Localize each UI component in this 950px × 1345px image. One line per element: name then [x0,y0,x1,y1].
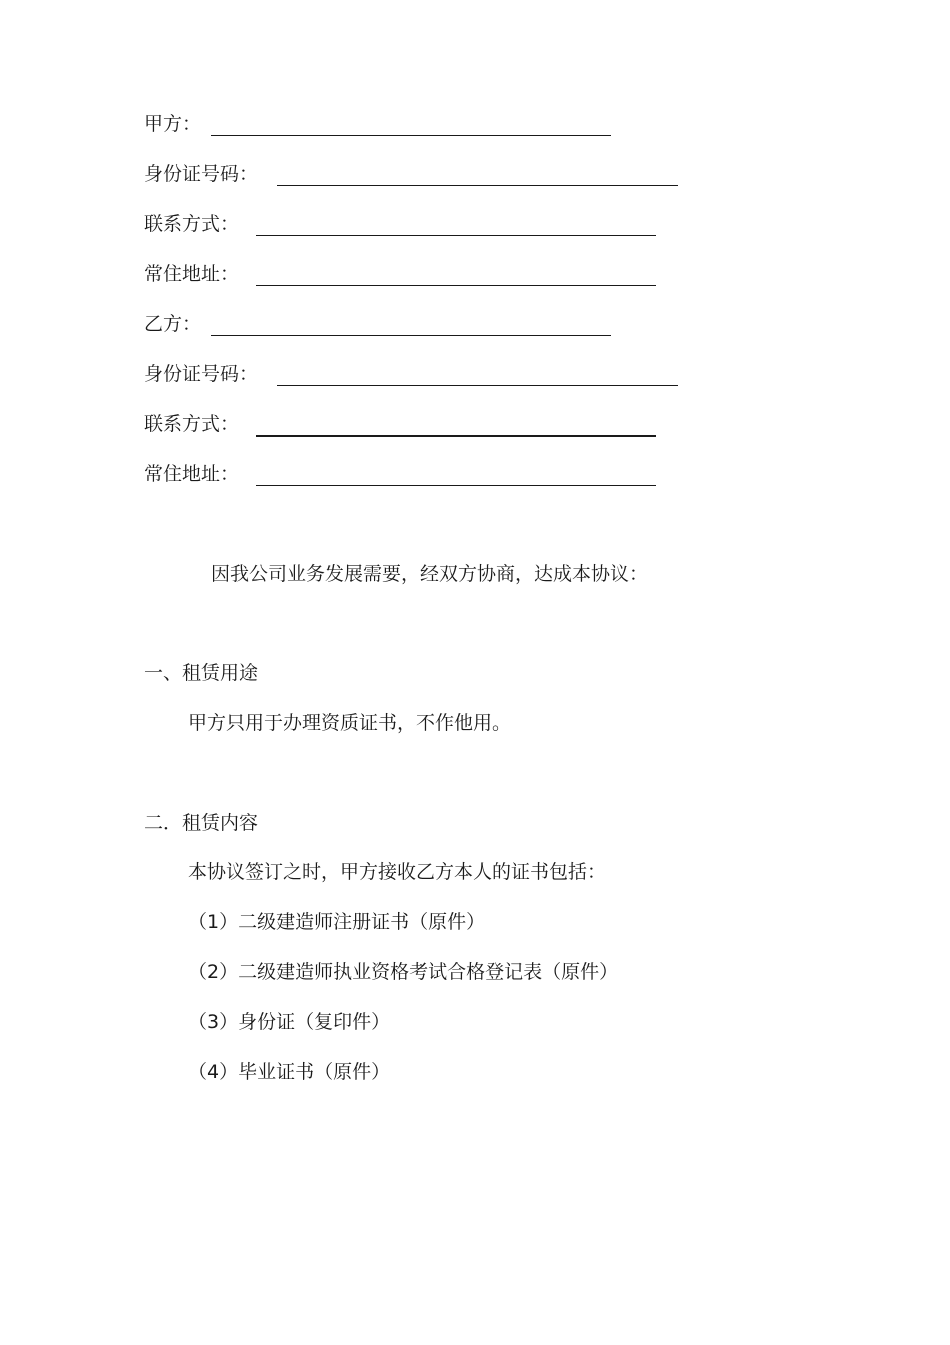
list-item: （1）二级建造师注册证书（原件） [188,911,486,933]
party-a-address-field [144,261,658,291]
party-a-address-blank[interactable] [256,285,656,286]
section-1-body: 甲方只用于办理资质证书，不作他用。 [188,712,512,734]
list-item: （2）二级建造师执业资格考试合格登记表（原件） [188,961,619,983]
party-b-name-blank[interactable] [211,335,611,336]
section-2-body: 本协议签订之时，甲方接收乙方本人的证书包括： [188,861,607,883]
party-a-address-label: 常住地址： [144,263,240,285]
party-b-contact-blank[interactable] [256,435,656,437]
party-a-id-blank[interactable] [277,185,678,186]
party-b-contact-field [144,411,658,441]
intro-paragraph: 因我公司业务发展需要，经双方协商，达成本协议： [211,563,649,585]
party-a-contact-blank[interactable] [256,235,656,236]
party-b-contact-label: 联系方式： [144,413,240,435]
party-a-contact-field [144,211,658,241]
list-item: （4）毕业证书（原件） [188,1061,391,1083]
party-a-name-blank[interactable] [211,135,611,136]
party-b-address-label: 常住地址： [144,463,240,485]
party-b-id-field [144,361,680,391]
party-b-name-label: 乙方： [144,313,202,335]
party-a-id-field [144,161,680,191]
party-b-id-blank[interactable] [277,385,678,386]
party-b-id-label: 身份证号码： [144,363,259,385]
party-b-name-field [144,311,614,341]
list-item: （3）身份证（复印件） [188,1011,391,1033]
party-a-id-label: 身份证号码： [144,163,259,185]
party-b-address-blank[interactable] [256,485,656,486]
party-a-name-field [144,111,614,141]
section-1-heading: 一、租赁用途 [144,662,259,684]
party-a-name-label: 甲方： [144,113,202,135]
section-2-heading: 二．租赁内容 [144,812,259,834]
party-a-contact-label: 联系方式： [144,213,240,235]
party-b-address-field [144,461,658,491]
